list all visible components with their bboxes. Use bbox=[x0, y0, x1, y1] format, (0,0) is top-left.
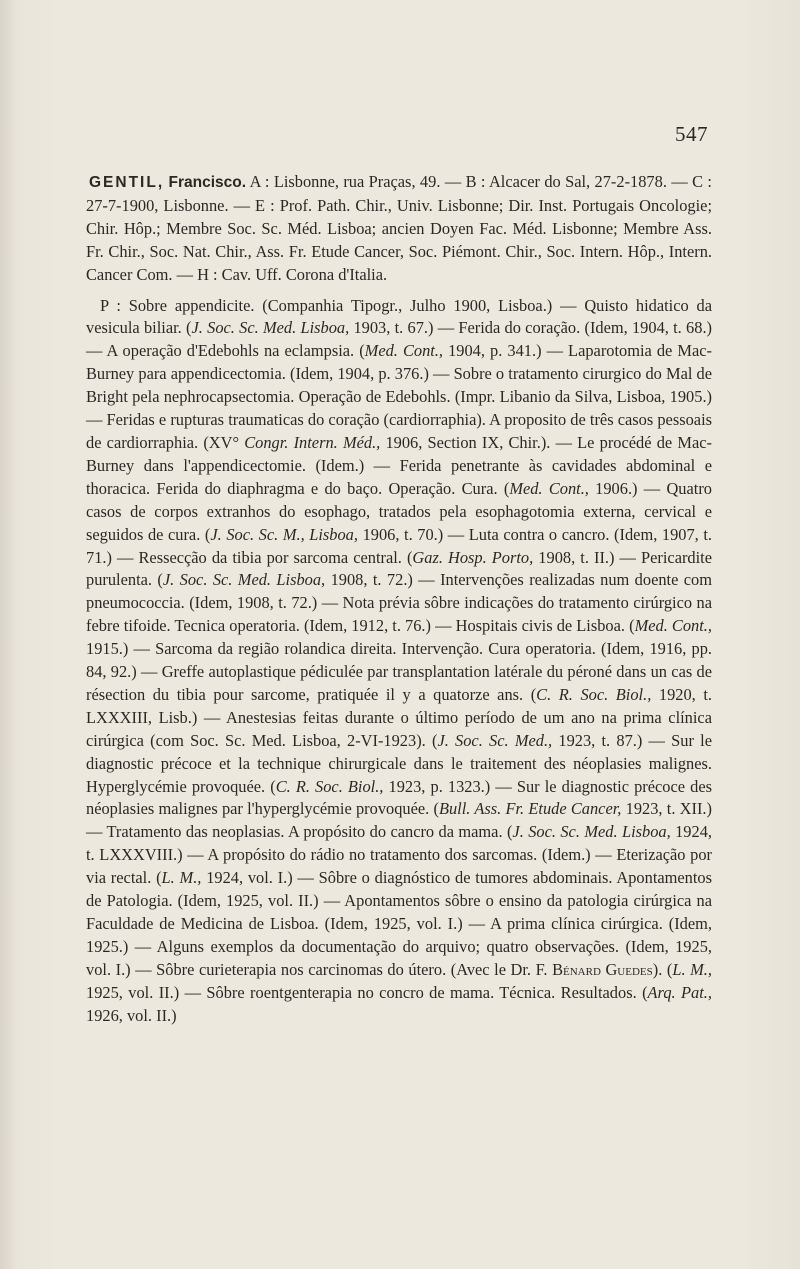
pub-text: 1906.) — Quatro casos de corpos extranhos do esophago, tratados pela esophagotomia externa, cervical e seguidos de cura. ( bbox=[86, 478, 712, 544]
journal-title: J. Soc. Sc. Med. Lisboa, bbox=[162, 570, 326, 590]
pub-text: P : Sobre appendicite. (Companhia Tipogr., Julho 1900, Lisboa.) — Quisto hidatico da vesicula biliar. ( bbox=[86, 295, 712, 338]
journal-title: Gaz. Hosp. Porto, bbox=[412, 547, 534, 567]
pub-text: 1908, t. 72.) — Intervenções realizadas num doente com pneumococcia. (Idem, 1908, t. 72.) — Nota prévia sôbre indicações do tratamento cirúrgico na febre tifoide. Tecnica operatoria. (Idem, 1912, t. 76.) — Hospitais civis de Lisboa. ( bbox=[86, 570, 712, 636]
pub-text: 1904, p. 341.) — Laparotomia de Mac-Burney para appendicectomia. (Idem, 1904, p. 376.) — Sobre o tratamento cirurgico do Mal de Bright pela nephrocapsectomia. Operação de Edebohls. (Impr. Libanio da Silva, Lisboa, 1905.) — Feridas e rupturas traumaticas do coração (cardiorraphia). A proposito de três casos pessoais de cardiorraphia. (XV° bbox=[86, 341, 712, 452]
pub-text: 1923, p. 1323.) — Sur le diagnostic précoce des néoplasies malignes par l'hyperglycémie provoquée. ( bbox=[86, 776, 713, 819]
pub-text: 1925, vol. II.) — Sôbre roentgenterapia no concro de mama. Técnica. Resultados. ( bbox=[86, 982, 648, 1002]
pub-text: 1906, t. 70.) — Luta contra o cancro. (Idem, 1907, t. 71.) — Ressecção da tibia por sarcoma central. ( bbox=[86, 524, 712, 567]
pub-text: 1908, t. II.) — Pericardite purulenta. ( bbox=[86, 547, 713, 590]
journal-title: Bull. Ass. Fr. Etude Cancer, bbox=[438, 799, 622, 819]
pub-text: 1920, t. LXXXIII, Lisb.) — Anestesias feitas durante o último período de um ano na prima clínica cirúrgica (com Soc. Sc. Med. Lisboa, 2-VI-1923). ( bbox=[86, 684, 712, 750]
pub-text: 1915.) — Sarcoma da região rolandica direita. Intervenção. Cura operatoria. (Idem, 1916, pp. 84, 92.) — Greffe autoplastique pédiculée par transplantation latérale du péroné dans un cas de résection du tibia pour sarcome, pratiquée il y a quatorze ans. ( bbox=[86, 639, 712, 704]
journal-title: J. Soc. Sc. Med. Lisboa, bbox=[191, 318, 350, 338]
journal-title: C. R. Soc. Biol., bbox=[536, 684, 652, 704]
pub-text: 1924, vol. I.) — Sôbre o diagnóstico de tumores abdominais. Apontamentos de Patologia. (Idem, 1925, vol. II.) — Apontamentos sôbre o ensino da patologia cirúrgica na Faculdade de Medicina de Lisboa. (Idem, 1925, vol. I.) — A prima clínica cirúrgica. (Idem, 1925.) — Alguns exemplos da documentação do arquivo; quatro observações. (Idem, 1925, vol. I.) — Sôbre curieterapia nos carcinomas do útero. (Avec le Dr. F. bbox=[86, 868, 712, 979]
journal-title: Med. Cont., bbox=[364, 341, 444, 361]
entry-surname: GENTIL, bbox=[89, 174, 165, 191]
journal-title: Med. Cont., bbox=[509, 478, 589, 498]
page-number: 547 bbox=[675, 122, 708, 146]
journal-title: J. Soc. Sc. M., Lisboa, bbox=[210, 524, 358, 544]
entry-biography: A : Lisbonne, rua Praças, 49. — B : Alcacer do Sal, 27-2-1878. — C : 27-7-1900, Lisbonne. — E : Prof. Path. Chir., Univ. Lisbonne; Dir. Inst. Portugais Oncologie; Chir. Hôp.; Membre Soc. Sc. Méd. Lisboa; ancien Doyen Fac. Méd. Lisbonne; Membre Ass. Fr. Chir., Soc. Nat. Chir., Ass. Fr. Etude Cancer, Soc. Piémont. Chir., Soc. Intern. Hôp., Intern. Cancer Com. — H : Cav. Uff. Corona d'Italia. bbox=[86, 172, 712, 284]
journal-title: L. M., bbox=[672, 959, 712, 979]
journal-title: Med. Cont., bbox=[634, 616, 712, 636]
biographical-entry bbox=[86, 171, 712, 1028]
pub-text: ). ( bbox=[652, 959, 673, 979]
pub-text: 1923, t. 87.) — Sur le diagnostic précoce et la technique chirurgicale dans le traitement des néoplasies malignes. Hyperglycémie provoquée. ( bbox=[86, 730, 712, 796]
entry-header-paragraph bbox=[86, 171, 712, 287]
pub-text: 1923, t. XII.) — Tratamento das neoplasias. A propósito do cancro da mama. ( bbox=[86, 799, 712, 842]
journal-title: J. Soc. Sc. Med. Lisboa, bbox=[512, 822, 671, 842]
journal-title: L. M., bbox=[161, 868, 202, 888]
pub-text: 1906, Section IX, Chir.). — Le procédé de Mac-Burney dans l'appendicectomie. (Idem.) — Ferida penetrante às cavidades abdominal e thoracica. Ferida do diaphragma e do baço. Operação. Cura. ( bbox=[86, 432, 712, 498]
journal-title: C. R. Soc. Biol., bbox=[275, 776, 384, 796]
journal-title: Congr. Intern. Méd., bbox=[244, 432, 381, 452]
journal-title: Arq. Pat., bbox=[647, 982, 712, 1002]
journal-title: J. Soc. Sc. Med., bbox=[437, 730, 553, 750]
publications-paragraph bbox=[86, 295, 712, 1028]
pub-text: 1924, t. LXXXVIII.) — A propósito do rádio no tratamento dos sarcomas. (Idem.) — Eterização por via rectal. ( bbox=[86, 822, 712, 888]
entry-given-name: Francisco. bbox=[168, 174, 247, 191]
pub-text: 1926, vol. II.) bbox=[86, 1005, 177, 1025]
pub-text: 1903, t. 67.) — Ferida do coração. (Idem, 1904, t. 68.) — A operação d'Edebohls na eclampsia. ( bbox=[86, 318, 712, 361]
coauthor-name: Bénard Guedes bbox=[552, 959, 653, 979]
